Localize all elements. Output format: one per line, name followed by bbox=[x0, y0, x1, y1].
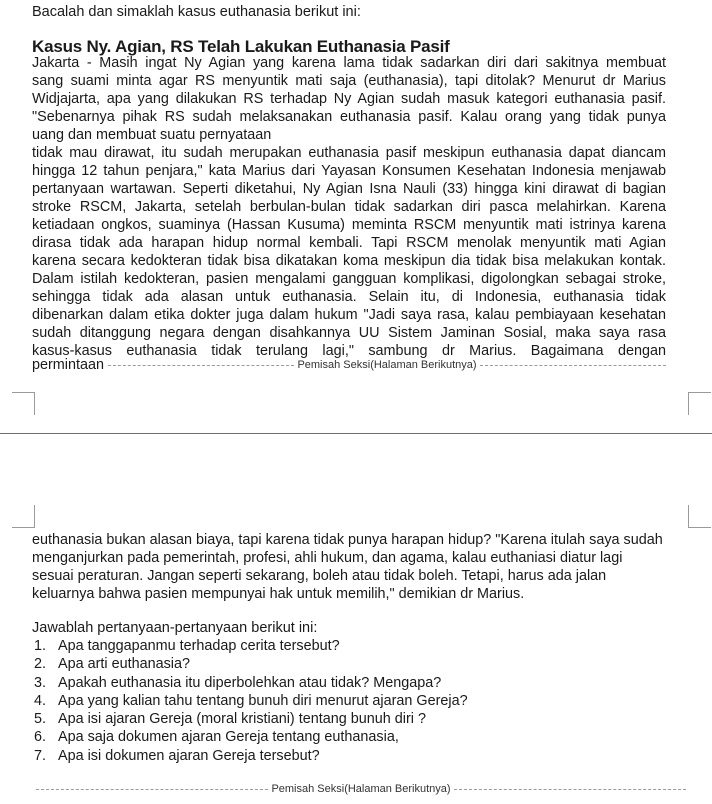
page-corner-mark bbox=[688, 392, 711, 415]
section-break bbox=[32, 358, 666, 372]
article-continuation bbox=[32, 531, 682, 603]
article-line: tidak mau dirawat, itu sudah merupakan euthanasia pasif meskipun euthanasia dapat diancam bbox=[32, 145, 666, 161]
section-break-label: Pemisah Seksi(Halaman Berikutnya) bbox=[297, 359, 477, 371]
article-line: dirasa tidak ada harapan hidup normal kembali. Tapi RSCM menolak menyuntik mati Agian bbox=[32, 235, 666, 251]
question-list bbox=[34, 637, 468, 765]
article-line: uang dan membuat suatu pernyataan bbox=[32, 127, 272, 143]
list-item: 6. Apa saja dokumen ajaran Gereja tentang euthanasia, bbox=[34, 729, 399, 746]
intro-text: Bacalah dan simaklah kasus euthanasia berikut ini: bbox=[32, 4, 361, 20]
article-line: hingga 12 tahun penjara," kata Marius dari Yayasan Konsumen Kesehatan Indonesia menjawab bbox=[32, 163, 666, 179]
article-last-word: permintaan bbox=[32, 357, 104, 373]
article-line: Dalam istilah kedokteran, pasien mengalami gangguan komplikasi, digolongkan sebagai stroke, bbox=[32, 271, 666, 287]
dashed-divider bbox=[454, 789, 686, 790]
article-line: stroke RSCM, Jakarta, setelah berbulan-bulan tidak sadarkan diri pasca melahirkan. Karena bbox=[32, 199, 666, 215]
article-line: Widjajarta, apa yang dilakukan RS terhadap Ny Agian sudah masuk kategori euthanasia pasif. bbox=[32, 91, 666, 107]
article-line: karena secara kedokteran tidak bisa dikatakan koma meskipun dia tidak bisa melakukan kontak. bbox=[32, 253, 666, 269]
dashed-divider bbox=[108, 365, 294, 366]
section-break-label: Pemisah Seksi(Halaman Berikutnya) bbox=[271, 783, 451, 795]
article-title: Kasus Ny. Agian, RS Telah Lakukan Euthanasia Pasif bbox=[32, 37, 450, 56]
dashed-divider bbox=[36, 789, 268, 790]
list-item: 1. Apa tanggapanmu terhadap cerita tersebut? bbox=[34, 638, 340, 654]
list-item: 3. Apakah euthanasia itu diperbolehkan atau tidak? Mengapa? bbox=[34, 674, 442, 691]
page-break-line bbox=[0, 433, 712, 434]
page-corner-mark bbox=[688, 505, 711, 528]
continuation-line: euthanasia bukan alasan biaya, tapi karena tidak punya harapan hidup? "Karena itulah saya sudah bbox=[32, 532, 663, 548]
continuation-line: keluarnya bahwa pasien mempunyai hak untuk memilih," demikian dr Marius. bbox=[32, 586, 525, 602]
list-item: 7. Apa isi dokumen ajaran Gereja tersebut? bbox=[34, 747, 320, 764]
article-line: sudah ditanggung negara dengan disahkannya UU Sistem Jaminan Sosial, maka saya rasa bbox=[32, 325, 666, 341]
list-item: 2. Apa arti euthanasia? bbox=[34, 656, 191, 673]
article-line: pertanyaan wartawan. Seperti diketahui, Ny Agian Isna Nauli (33) hingga kini dirawat di bagian bbox=[32, 181, 666, 197]
footer-section-break bbox=[36, 782, 686, 796]
article-line: dibenarkan dalam etika dokter juga dalam hukum "Jadi saya rasa, kalau pembiayaan kesehatan bbox=[32, 307, 666, 323]
article-line: "Sebenarnya pihak RS sudah melaksanakan euthanasia pasif. Kalau orang yang tidak punya bbox=[32, 109, 666, 125]
list-item: 4. Apa yang kalian tahu tentang bunuh diri menurut ajaran Gereja? bbox=[34, 692, 468, 709]
list-item: 5. Apa isi ajaran Gereja (moral kristiani) tentang bunuh diri ? bbox=[34, 711, 426, 728]
page-corner-mark bbox=[12, 505, 35, 528]
page-corner-mark bbox=[12, 392, 35, 415]
questions-intro: Jawablah pertanyaan-pertanyaan berikut ini: bbox=[32, 620, 318, 636]
dashed-divider bbox=[480, 365, 666, 366]
article-line: ketiadaan ongkos, suaminya (Hassan Kusuma) meminta RSCM menyuntik mati istrinya karena bbox=[32, 217, 666, 233]
article-line: Jakarta - Masih ingat Ny Agian yang karena lama tidak sadarkan diri dari sakitnya membuat bbox=[32, 55, 666, 71]
continuation-line: sesuai peraturan. Jangan seperti sekarang, boleh atau tidak boleh. Tetapi, harus ada jalan bbox=[32, 568, 607, 584]
continuation-line: menganjurkan pada pemerintah, profesi, ahli hukum, dan agama, kalau euthaniasi diatur lagi bbox=[32, 550, 623, 566]
article-line: sang suami minta agar RS menyuntik mati saja (euthanasia), tapi ditolak? Menurut dr Marius bbox=[32, 73, 666, 89]
article-line: sehingga tidak ada alasan untuk euthanasia. Selain itu, di Indonesia, euthanasia tidak bbox=[32, 289, 666, 305]
article-line: kasus-kasus euthanasia tidak terulang lagi," sambung dr Marius. Bagaimana dengan bbox=[32, 343, 666, 359]
